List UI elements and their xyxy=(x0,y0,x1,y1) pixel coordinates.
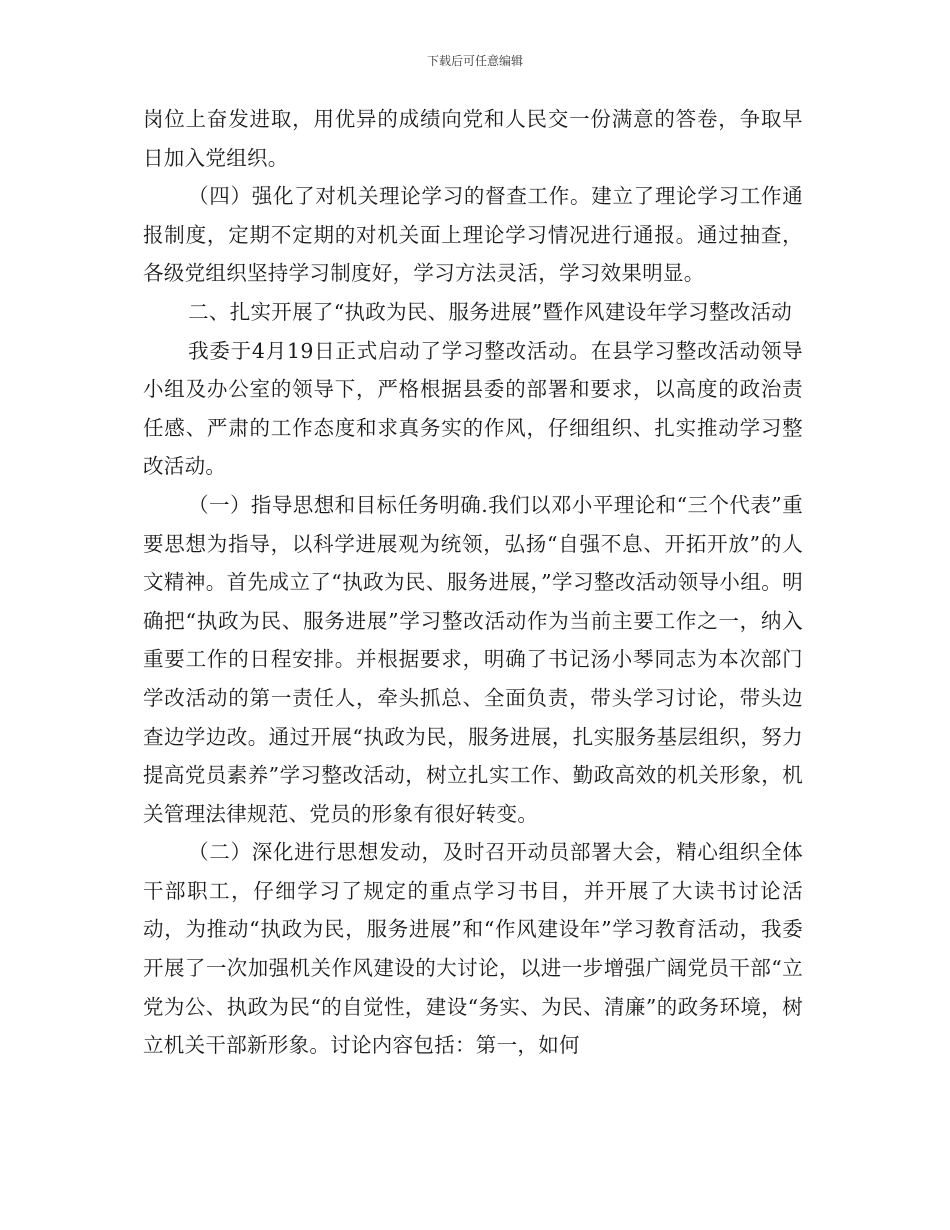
paragraph-subsection-2: （二）深化进行思想发动，及时召开动员部署大会，精心组织全体干部职工，仔细学习了规定的重点学习书目，并开展了大读书讨论活动，为推动“执政为民，服务进展”和“作风建设年”学习教育活动，我委开展了一次加强机关作风建设的大讨论，以进一步增强广阔党员干部“立党为公、执政为民“的自觉性，建设“务实、为民、清廉”的政务环境，树立机关干部新形象。讨论内容包括：第一，如何 xyxy=(143,840,803,1058)
paragraph-launch: 我委于4月19日正式启动了学习整改活动。在县学习整改活动领导小组及办公室的领导下，严格根据县委的部署和要求，以高度的政治责任感、严肃的工作态度和求真务实的作风，仔细组织、扎实推动学习整改活动。 xyxy=(143,338,803,479)
section-heading-2: 二、扎实开展了“执政为民、服务进展”暨作风建设年学习整改活动 xyxy=(188,299,793,324)
document-body xyxy=(143,100,803,1065)
page-header-note: 下载后可任意编辑 xyxy=(426,54,523,68)
paragraph-subsection-1: （一）指导思想和目标任务明确.我们以邓小平理论和“三个代表”重要思想为指导，以科学进展观为统领，弘扬“自强不息、开拓开放”的人文精神。首先成立了“执政为民、服务进展，”学习整改活动领导小组。明确把“执政为民、服务进展”学习整改活动作为当前主要工作之一，纳入重要工作的日程安排。并根据要求，明确了书记汤小琴同志为本次部门学改活动的第一责任人，牵头抓总、全面负责，带头学习讨论，带头边查边学边改。通过开展“执政为民，服务进展，扎实服务基层组织，努力提高党员素养”学习整改活动，树立扎实工作、勤政高效的机关形象，机关管理法律规范、党员的形象有很好转变。 xyxy=(143,492,803,826)
paragraph-section-4: （四）强化了对机关理论学习的督查工作。建立了理论学习工作通报制度，定期不定期的对机关面上理论学习情况进行通报。通过抽查，各级党组织坚持学习制度好，学习方法灵活，学习效果明显。 xyxy=(143,184,803,286)
paragraph-continuation: 岗位上奋发进取，用优异的成绩向党和人民交一份满意的答卷，争取早日加入党组织。 xyxy=(143,107,803,170)
